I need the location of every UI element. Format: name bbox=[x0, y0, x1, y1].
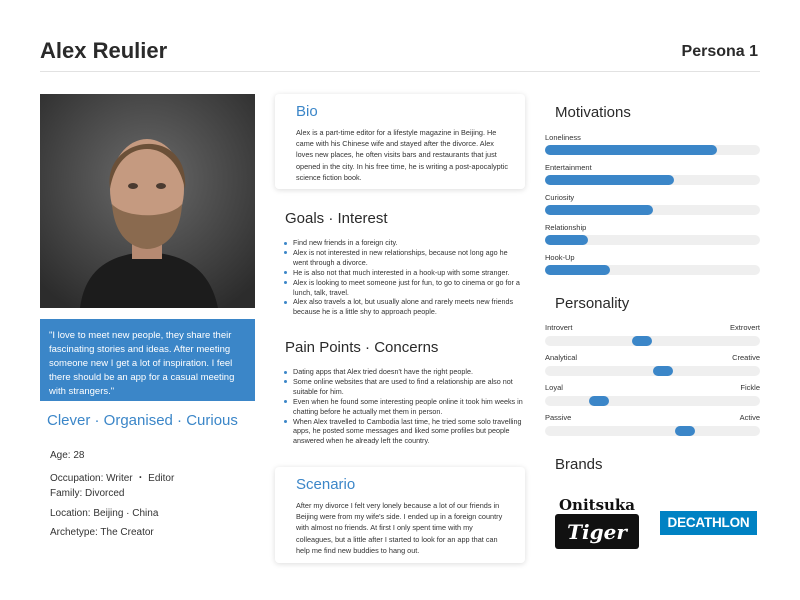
motivation-label: Loneliness bbox=[545, 133, 581, 142]
motivation-fill bbox=[545, 235, 588, 245]
personality-title: Personality bbox=[555, 295, 630, 312]
personality-slider bbox=[545, 413, 760, 443]
motivation-label: Entertainment bbox=[545, 163, 592, 172]
motivation-label: Hook-Up bbox=[545, 253, 575, 262]
persona-label: Persona 1 bbox=[681, 43, 758, 60]
list-item: Even when he found some interesting people online it took him weeks in chatting before he actually met them in person. bbox=[283, 397, 523, 417]
personality-track bbox=[545, 426, 760, 436]
personality-right-label: Extrovert bbox=[729, 323, 760, 332]
personality-left-label: Passive bbox=[545, 413, 572, 422]
goals-list bbox=[283, 238, 523, 317]
personality-track bbox=[545, 396, 760, 406]
decathlon-logo: DECATHLON bbox=[660, 511, 757, 535]
personality-thumb bbox=[632, 336, 652, 346]
pain-points-title: Pain Points · Concerns bbox=[285, 339, 439, 356]
motivation-label: Curiosity bbox=[545, 193, 575, 202]
personality-right-label: Fickle bbox=[740, 383, 760, 392]
list-item: He is also not that much interested in a hook-up with some stranger. bbox=[283, 268, 523, 278]
motivation-fill bbox=[545, 265, 610, 275]
bio-card bbox=[275, 94, 525, 189]
personality-right-label: Creative bbox=[732, 353, 760, 362]
list-item: Alex also travels a lot, but usually alone and rarely meets new friends because he is a little shy to approach people. bbox=[283, 297, 523, 317]
scenario-title: Scenario bbox=[296, 476, 356, 493]
onitsuka-logo-line2: Tiger bbox=[567, 520, 627, 544]
goals-title: Goals · Interest bbox=[285, 210, 388, 227]
personality-thumb bbox=[675, 426, 695, 436]
scenario-card bbox=[275, 467, 525, 563]
personality-right-label: Active bbox=[739, 413, 760, 422]
fact-family: Family: Divorced bbox=[50, 488, 125, 500]
personality-slider bbox=[545, 323, 760, 353]
motivation-bar bbox=[545, 253, 760, 281]
motivations-title: Motivations bbox=[555, 104, 631, 121]
list-item: Find new friends in a foreign city. bbox=[283, 238, 523, 248]
motivation-bar bbox=[545, 133, 760, 161]
list-item: Alex is looking to meet someone just for fun, to go to cinema or go for a lunch, talk, travel. bbox=[283, 278, 523, 298]
personality-left-label: Analytical bbox=[545, 353, 578, 362]
fact-occupation: Occupation: Writer ・ Editor bbox=[50, 473, 175, 485]
personality-thumb bbox=[653, 366, 673, 376]
profile-photo bbox=[40, 94, 255, 308]
motivation-fill bbox=[545, 145, 717, 155]
pain-points-list bbox=[283, 367, 523, 446]
bio-text: Alex is a part-time editor for a lifestyle magazine in Beijing. He came with his Chinese wife and stayed after the divorce. Alex loves new places, he often visits bars and restaurants that just opened in the city. In his free time, he is writing a post-apocalyptic science fiction book. bbox=[296, 128, 508, 182]
motivation-track bbox=[545, 145, 760, 155]
fact-location: Location: Beijing · China bbox=[50, 507, 159, 519]
persona-traits: Clever · Organised · Curious bbox=[47, 412, 238, 429]
scenario-text: After my divorce I felt very lonely because a lot of our friends in Beijing were from my wife's side. I ended up in a foreign country with almost no friends. At first I only spent time with my colleagues, but a little after I started to look for an app that can help me find new buddies to hang out. bbox=[296, 501, 503, 555]
motivation-track bbox=[545, 175, 760, 185]
motivation-track bbox=[545, 265, 760, 275]
persona-name: Alex Reulier bbox=[40, 38, 168, 63]
list-item: Dating apps that Alex tried doesn't have the right people. bbox=[283, 367, 523, 377]
personality-track bbox=[545, 336, 760, 346]
personality-slider bbox=[545, 383, 760, 413]
motivation-bar bbox=[545, 223, 760, 251]
list-item: Some online websites that are used to find a relationship are also not suitable for him. bbox=[283, 377, 523, 397]
personality-left-label: Loyal bbox=[545, 383, 563, 392]
motivation-fill bbox=[545, 175, 674, 185]
onitsuka-tiger-logo bbox=[553, 494, 641, 550]
bio-title: Bio bbox=[296, 103, 318, 120]
personality-thumb bbox=[589, 396, 609, 406]
motivation-bar bbox=[545, 163, 760, 191]
fact-archetype: Archetype: The Creator bbox=[50, 526, 154, 538]
list-item: When Alex travelled to Cambodia last time, he tried some solo travelling apps, he posted some messages and liked some profiles but people answered when he already left the country. bbox=[283, 417, 523, 447]
motivation-track bbox=[545, 235, 760, 245]
portrait-illustration bbox=[40, 94, 255, 308]
persona-facts bbox=[50, 450, 174, 546]
personality-left-label: Introvert bbox=[545, 323, 573, 332]
header-divider bbox=[40, 71, 760, 72]
list-item: Alex is not interested in new relationships, because not long ago he went through a divorce. bbox=[283, 248, 523, 268]
brands-title: Brands bbox=[555, 456, 603, 473]
motivation-bar bbox=[545, 193, 760, 221]
motivation-label: Relationship bbox=[545, 223, 587, 232]
motivation-track bbox=[545, 205, 760, 215]
motivation-fill bbox=[545, 205, 653, 215]
personality-slider bbox=[545, 353, 760, 383]
onitsuka-logo-line1: Onitsuka bbox=[558, 496, 636, 514]
fact-age: Age: 28 bbox=[50, 450, 85, 461]
persona-quote: "I love to meet new people, they share their fascinating stories and ideas. After meeting someone new I get a lot of inspiration. I feel there should be an app for a casual meeting with strangers." bbox=[40, 319, 255, 401]
